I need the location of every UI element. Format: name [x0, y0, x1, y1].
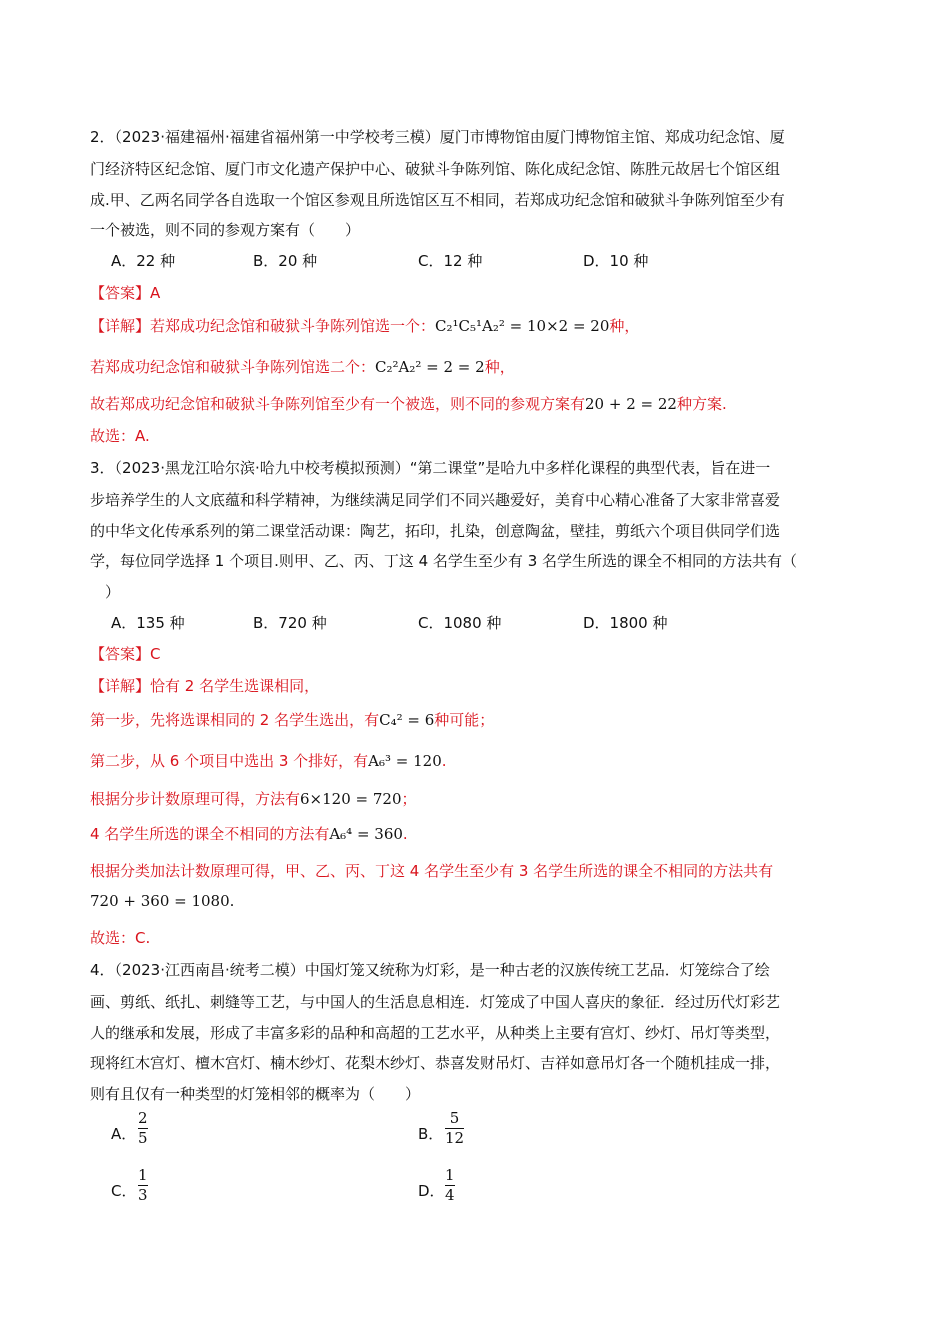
q3-detail-1-text: 恰有 2 名学生选课相同，	[150, 677, 320, 695]
q4-option-b-numerator: 5	[449, 1109, 460, 1127]
q2-detail-2-math: C₂²A₂² = 2 = 2	[375, 358, 485, 376]
q3-step-5-math-line	[90, 890, 860, 912]
q4-option-d-fraction	[445, 1167, 455, 1204]
q2-option-b: B．20 种	[253, 252, 318, 270]
q4-line-1: 4．（2023·江西南昌·统考二模）中国灯笼又统称为灯彩，是一种古老的汉族传统工艺品．灯笼综合了绘	[90, 961, 770, 979]
q3-step-4	[90, 823, 860, 845]
q3-step-3-math: 6×120 = 720	[300, 790, 402, 808]
q4-option-c-label: C．	[111, 1182, 137, 1200]
q4-option-c-denominator: 3	[138, 1186, 148, 1204]
q3-step-5-math: 720 + 360 = 1080	[90, 892, 230, 910]
q4-line-5: 则有且仅有一种类型的灯笼相邻的概率为（ ）	[90, 1085, 421, 1103]
q3-step-2	[90, 750, 860, 772]
q2-answer: 【答案】A	[90, 284, 161, 302]
q2-detail-2-text: 若郑成功纪念馆和破狱斗争陈列馆选二个：	[90, 358, 376, 376]
q4-option-d-numerator: 1	[445, 1166, 455, 1184]
q3-line-2: 步培养学生的人文底蕴和科学精神，为继续满足同学们不同兴趣爱好，美育中心精心准备了大家非常喜爱	[90, 491, 781, 509]
q3-step-5-tail: .	[229, 892, 235, 910]
q2-line-4: 一个被选，则不同的参观方案有（ ）	[90, 221, 361, 239]
q4-option-c-numerator: 1	[138, 1166, 148, 1184]
q4-line-4: 现将红木宫灯、檀木宫灯、楠木纱灯、花梨木纱灯、恭喜发财吊灯、吉祥如意吊灯各一个随机挂成一排，	[90, 1054, 781, 1072]
q3-step-3-tail: ；	[401, 790, 417, 808]
q4-line-3: 人的继承和发展，形成了丰富多彩的品种和高超的工艺水平，从种类上主要有宫灯、纱灯、吊灯等类型，	[90, 1024, 781, 1042]
q4-option-a-denominator: 5	[138, 1129, 148, 1147]
q3-detail-1	[90, 675, 860, 697]
q4-option-a-label: A．	[111, 1125, 137, 1143]
q3-step-1	[90, 709, 860, 731]
q2-detail-1-text: 若郑成功纪念馆和破狱斗争陈列馆选一个：	[150, 317, 436, 335]
q3-step-4-math: A₆⁴ = 360	[329, 825, 403, 843]
q3-line-4: 学，每位同学选择 1 个项目.则甲、乙、丙、丁这 4 名学生至少有 3 名学生所选的课全不相同的方法共有（	[90, 552, 798, 570]
q2-choose: 故选：A.	[90, 427, 150, 445]
q3-line-5: ）	[90, 583, 121, 601]
q2-detail-1-math: C₂¹C₅¹A₂² = 10×2 = 20	[435, 317, 610, 335]
q4-option-c-fraction	[138, 1167, 148, 1204]
q2-detail-3-text: 故若郑成功纪念馆和破狱斗争陈列馆至少有一个被选，则不同的参观方案有	[90, 395, 586, 413]
q2-line-1: 2．（2023·福建福州·福建省福州第一中学校考三模）厦门市博物馆由厦门博物馆主馆、郑成功纪念馆、厦	[90, 128, 785, 146]
q3-step-1-tail: 种可能；	[434, 711, 495, 729]
q4-option-a-fraction	[138, 1110, 148, 1147]
q3-step-2-tail: .	[441, 752, 447, 770]
q2-detail-3	[90, 393, 860, 415]
q2-detail-2	[90, 356, 860, 378]
q2-detail-1-tail: 种，	[609, 317, 640, 335]
q3-step-1-text: 第一步，先将选课相同的 2 名学生选出，有	[90, 711, 380, 729]
q3-detail-label: 【详解】	[90, 677, 151, 695]
q2-line-2: 门经济特区纪念馆、厦门市文化遗产保护中心、破狱斗争陈列馆、陈化成纪念馆、陈胜元故居七个馆区组	[90, 160, 781, 178]
q2-detail-3-math: 20 + 2 = 22	[585, 395, 677, 413]
q4-line-2: 画、剪纸、纸扎、刺缝等工艺，与中国人的生活息息相连．灯笼成了中国人喜庆的象征．经过历代灯彩艺	[90, 993, 781, 1011]
q3-answer: 【答案】C	[90, 645, 161, 663]
q2-option-a: A．22 种	[111, 252, 176, 270]
q3-option-b: B．720 种	[253, 614, 327, 632]
q3-choose: 故选：C.	[90, 929, 151, 947]
q3-line-3: 的中华文化传承系列的第二课堂活动课：陶艺，拓印，扎染，创意陶盆，壁挂，剪纸六个项目供同学们选	[90, 522, 781, 540]
q3-step-4-tail: .	[402, 825, 408, 843]
q3-option-a: A．135 种	[111, 614, 185, 632]
q3-step-1-math: C₄² = 6	[379, 711, 435, 729]
q2-detail-1	[90, 315, 860, 337]
q3-step-2-text: 第二步，从 6 个项目中选出 3 个排好，有	[90, 752, 369, 770]
q4-option-b-label: B．	[418, 1125, 444, 1143]
q3-option-d: D．1800 种	[583, 614, 668, 632]
q4-option-a-numerator: 2	[138, 1109, 148, 1127]
q3-step-2-math: A₆³ = 120	[368, 752, 442, 770]
q3-step-3	[90, 788, 860, 810]
q3-option-c: C．1080 种	[418, 614, 502, 632]
q2-line-3: 成.甲、乙两名同学各自选取一个馆区参观且所选馆区互不相同，若郑成功纪念馆和破狱斗争陈列馆至少有	[90, 191, 785, 209]
q3-step-4-text: 4 名学生所选的课全不相同的方法有	[90, 825, 330, 843]
q2-detail-2-tail: 种，	[484, 358, 515, 376]
q3-step-5: 根据分类加法计数原理可得，甲、乙、丙、丁这 4 名学生至少有 3 名学生所选的课全不相同的方法共有	[90, 862, 774, 880]
q2-option-d: D．10 种	[583, 252, 649, 270]
q4-option-b-fraction	[445, 1110, 464, 1147]
q4-option-b-denominator: 12	[445, 1129, 465, 1147]
q3-line-1: 3．（2023·黑龙江哈尔滨·哈九中校考模拟预测）“第二课堂”是哈九中多样化课程的典型代表，旨在进一	[90, 459, 771, 477]
q2-detail-label: 【详解】	[90, 317, 151, 335]
q4-option-d-denominator: 4	[445, 1186, 455, 1204]
q2-option-c: C．12 种	[418, 252, 483, 270]
q2-detail-3-tail: 种方案.	[676, 395, 727, 413]
q3-step-3-text: 根据分步计数原理可得，方法有	[90, 790, 301, 808]
q4-option-d-label: D．	[418, 1182, 445, 1200]
